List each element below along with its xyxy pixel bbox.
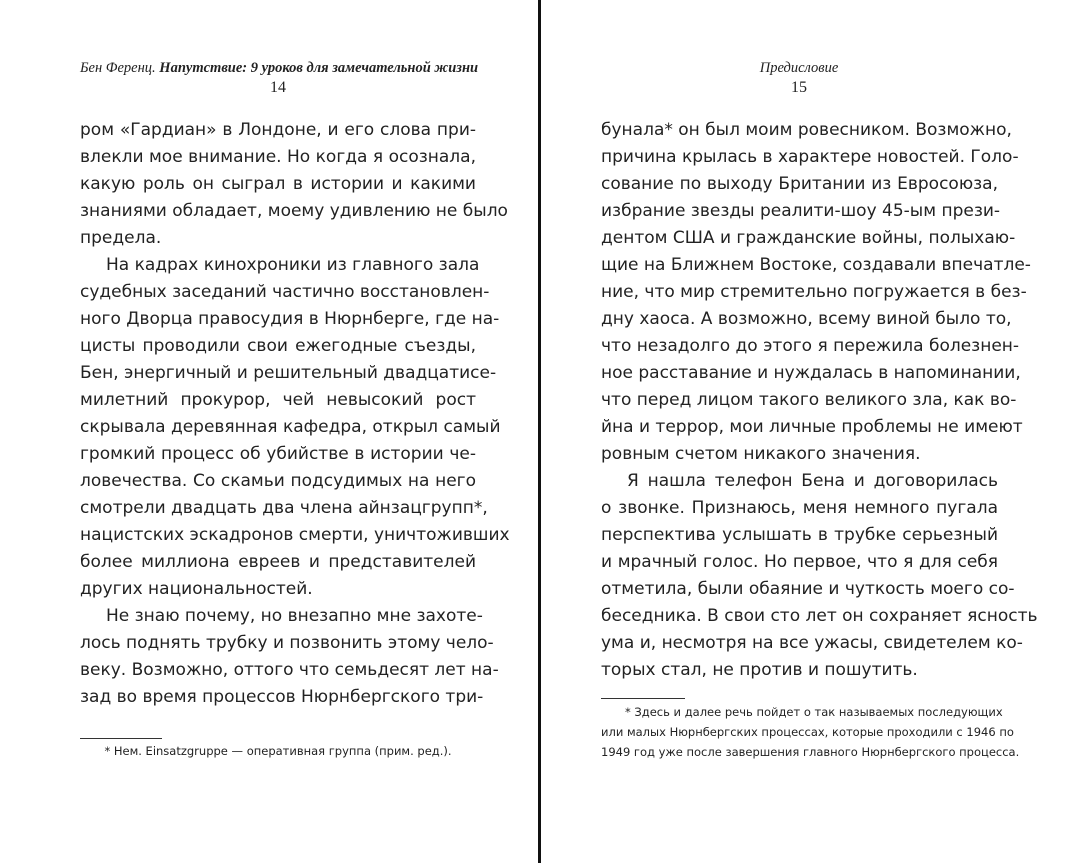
text-line: дентом США и гражданские войны, полыхаю-	[601, 228, 1016, 248]
text-line: и мрачный голос. Но первое, что я для себя	[601, 552, 998, 572]
text-line: какую роль он сыграл в истории и какими	[80, 174, 476, 194]
text-line: предела.	[80, 228, 162, 248]
text-line: ние, что мир стремительно погружается в без-	[601, 282, 1027, 302]
text-line: ного Дворца правосудия в Нюрнберге, где на-	[80, 309, 500, 329]
footnote-rule-right	[601, 698, 685, 699]
right-body-text	[601, 117, 1038, 684]
text-line: торых стал, не против и пошутить.	[601, 660, 918, 680]
text-line: что незадолго до этого я пережила болезнен-	[601, 336, 1020, 356]
text-line: Я нашла телефон Бена и договорилась	[627, 471, 998, 491]
text-line: бунала* он был моим ровесником. Возможно,	[601, 120, 1012, 140]
footnote-line: 1949 год уже после завершения главного Нюрнбергского процесса.	[601, 745, 1020, 759]
text-line: скрывала деревянная кафедра, открыл самый	[80, 417, 501, 437]
text-line: знаниями обладает, моему удивлению не было	[80, 201, 508, 221]
text-line: щие на Ближнем Востоке, создавали впечатле-	[601, 255, 1031, 275]
text-line: более миллиона евреев и представителей	[80, 552, 476, 572]
running-head-author: Бен Ференц.	[80, 60, 156, 76]
text-line: ровным счетом никакого значения.	[601, 444, 921, 464]
text-line: нацистских эскадронов смерти, уничтоживших	[80, 525, 510, 545]
text-line: ловечества. Со скамьи подсудимых на него	[80, 471, 476, 491]
text-line: лось поднять трубку и позвонить этому чело-	[80, 633, 494, 653]
running-head-book-title: Напутствие: 9 уроков для замечательной жизни	[159, 60, 479, 76]
footnote-line: * Нем. Einsatzgruppe — оперативная группа (прим. ред.).	[104, 744, 452, 758]
text-line: причина крылась в характере новостей. Голо-	[601, 147, 1019, 167]
text-line: сование по выходу Британии из Евросоюза,	[601, 174, 998, 194]
text-line: других национальностей.	[80, 579, 313, 599]
text-line: зад во время процессов Нюрнбергского три-	[80, 687, 484, 707]
footnote-line: или малых Нюрнбергских процессах, которые проходили с 1946 по	[601, 725, 1014, 739]
text-line: ное расставание и нуждалась в напоминании,	[601, 363, 1021, 383]
text-line: цисты проводили свои ежегодные съезды,	[80, 336, 476, 356]
text-line: громкий процесс об убийстве в истории че-	[80, 444, 476, 464]
text-line: На кадрах кинохроники из главного зала	[106, 255, 480, 275]
footnote-rule-left	[80, 738, 162, 739]
footnote-left	[80, 741, 476, 761]
text-line: Не знаю почему, но внезапно мне захоте-	[106, 606, 483, 626]
page-number-right: 15	[791, 79, 807, 96]
left-body-text	[80, 117, 510, 711]
text-line: влекли мое внимание. Но когда я осознала,	[80, 147, 476, 167]
footnote-line: * Здесь и далее речь пойдет о так называемых последующих	[625, 705, 1003, 719]
text-line: ром «Гардиан» в Лондоне, и его слова при-	[80, 120, 476, 140]
text-line: дну хаоса. А возможно, всему виной было то,	[601, 309, 1012, 329]
text-line: отметила, были обаяние и чуткость моего со-	[601, 579, 1015, 599]
text-line: избрание звезды реалити-шоу 45-ым прези-	[601, 201, 1001, 221]
left-page	[0, 0, 538, 863]
footnote-right	[601, 702, 1020, 762]
running-head-right: Предисловие	[759, 60, 839, 76]
text-line: веку. Возможно, оттого что семьдесят лет на-	[80, 660, 499, 680]
text-line: беседника. В свои сто лет он сохраняет ясность	[601, 606, 1038, 626]
text-line: судебных заседаний частично восстановлен-	[80, 282, 490, 302]
text-line: перспектива услышать в трубке серьезный	[601, 525, 998, 545]
text-line: что перед лицом такого великого зла, как во-	[601, 390, 1017, 410]
text-line: ума и, несмотря на все ужасы, свидетелем ко-	[601, 633, 1023, 653]
right-page	[541, 0, 1078, 863]
text-line: о звонке. Признаюсь, меня немного пугала	[601, 498, 998, 518]
text-line: смотрели двадцать два члена айнзацгрупп*,	[80, 498, 488, 518]
page-number-left: 14	[270, 79, 286, 96]
running-head-left	[80, 60, 479, 77]
text-line: милетний прокурор, чей невысокий рост	[80, 390, 476, 410]
text-line: Бен, энергичный и решительный двадцатисе-	[80, 363, 497, 383]
text-line: йна и террор, мои личные проблемы не имеют	[601, 417, 1023, 437]
